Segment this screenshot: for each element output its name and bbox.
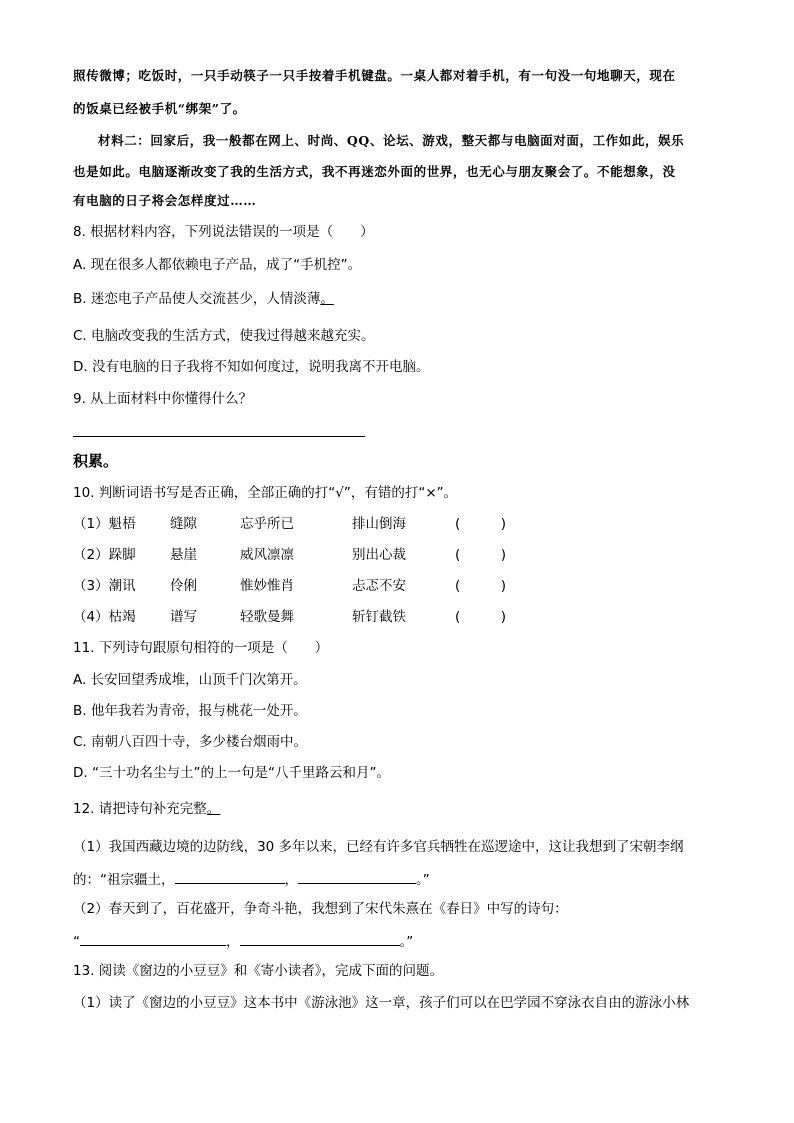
q10-row-2-word-2: 悬崖 [170,547,197,563]
material-two-line-1: 材料二：回家后，我一般都在网上、时尚、QQ、论坛、游戏，整天都与电脑面对面，工作如此，娱乐 [98,133,685,148]
q10-row-3-word-4: 忐忑不安 [352,578,406,594]
question-11-stem: 11. 下列诗句跟原句相符的一项是（ ） [73,640,329,656]
q12-stem-end: 。 [206,801,221,817]
question-11-option-d: D. “三十功名尘与土”的上一句是“八千里路云和月”。 [73,765,390,781]
q10-row-1-word-4: 排山倒海 [352,516,406,532]
q12-part-1-blank-2[interactable] [298,869,416,884]
material-line-1: 照传微博；吃饭时，一只手动筷子一只手按着手机键盘。一桌人都对着手机，有一句没一句地聊天，现在 [73,68,676,83]
q10-row-4-word-2: 谱写 [170,609,197,625]
q10-row-2-answer[interactable]: ( ) [455,547,507,563]
q12-part-2-blank-2[interactable] [240,931,400,946]
question-9-answer-line[interactable] [73,436,365,437]
q10-row-1-answer[interactable]: ( ) [455,516,507,532]
q12-part-1-prefix: 的：“祖宗疆土， [73,872,175,888]
q12-part-1-end: 。” [416,872,430,888]
q10-row-4-word-1: （4）枯竭 [73,609,136,625]
q12-part-2-line-1: （2）春天到了，百花盛开，争奇斗艳，我想到了宋代朱熹在《春日》中写的诗句： [73,901,568,917]
question-8-stem: 8. 根据材料内容，下列说法错误的一项是（ ） [73,224,374,240]
question-8-option-a: A. 现在很多人都依赖电子产品，成了“手机控”。 [73,257,362,273]
question-13-stem: 13. 阅读《窗边的小豆豆》和《寄小读者》，完成下面的问题。 [73,963,444,979]
q13-part-1-line-1: （1）读了《窗边的小豆豆》这本书中《游泳池》这一章，孩子们可以在巴学园不穿泳衣自由的游泳小林 [73,995,690,1011]
option-b-text: B. 迷恋电子产品使人交流甚少，人情淡薄 [73,291,321,307]
q12-part-1-line-2 [73,869,430,889]
question-9-stem: 9. 从上面材料中你懂得什么？ [73,391,253,407]
q10-row-3-word-3: 惟妙惟肖 [240,578,294,594]
q12-part-2-line-2 [73,931,413,951]
q10-row-1-word-3: 忘乎所已 [240,516,294,532]
section-title: 积累。 [73,452,119,470]
q10-row-4-word-3: 轻歌曼舞 [240,609,294,625]
q10-row-3-word-1: （3）潮讯 [73,578,136,594]
q10-row-4-word-4: 斩钉截铁 [352,609,406,625]
question-8-option-c: C. 电脑改变我的生活方式，使我过得越来越充实。 [73,328,375,344]
material-two-line-3: 有电脑的日子将会怎样度过…… [73,193,257,208]
option-b-end: 。 [320,291,334,307]
question-11-option-a: A. 长安回望秀成堆，山顶千门次第开。 [73,672,307,688]
q10-row-1-word-2: 缝隙 [170,516,197,532]
question-10-stem: 10. 判断词语书写是否正确，全部正确的打“√”，有错的打“×”。 [73,485,458,501]
q10-row-2-word-1: （2）跺脚 [73,547,136,563]
q10-row-2-word-3: 威风凛凛 [240,547,294,563]
q10-row-4-answer[interactable]: ( ) [455,609,507,625]
q10-row-3-answer[interactable]: ( ) [455,578,507,594]
question-8-option-b [73,290,334,308]
material-two-line-2: 也是如此。电脑逐渐改变了我的生活方式，我不再迷恋外面的世界，也无心与朋友聚会了。不能想象，没 [73,164,676,179]
q12-stem-text: 12. 请把诗句补充完整 [73,801,207,817]
q12-part-1-comma: ， [284,872,298,888]
q12-part-2-end: 。” [399,934,414,950]
question-12-stem [73,800,220,818]
q12-part-2-comma: ， [226,934,240,950]
q12-part-1-line-1: （1）我国西藏边境的边防线，30 多年以来，已经有许多官兵牺牲在巡逻途中，这让我想到了宋朝李纲 [73,839,684,855]
question-8-option-d: D. 没有电脑的日子我将不知如何度过，说明我离不开电脑。 [73,359,430,375]
q10-row-1-word-1: （1）魁梧 [73,516,136,532]
question-11-option-c: C. 南朝八百四十寺，多少楼台烟雨中。 [73,734,308,750]
q10-row-3-word-2: 伶俐 [170,578,197,594]
material-line-2: 的饭桌已经被手机“绑架”了。 [73,101,246,116]
q10-row-2-word-4: 别出心裁 [352,547,406,563]
q12-part-2-blank-1[interactable] [80,931,226,946]
q12-part-2-open-quote: “ [73,934,80,950]
q12-part-1-blank-1[interactable] [175,869,285,884]
question-11-option-b: B. 他年我若为青帝，报与桃花一处开。 [73,703,307,719]
